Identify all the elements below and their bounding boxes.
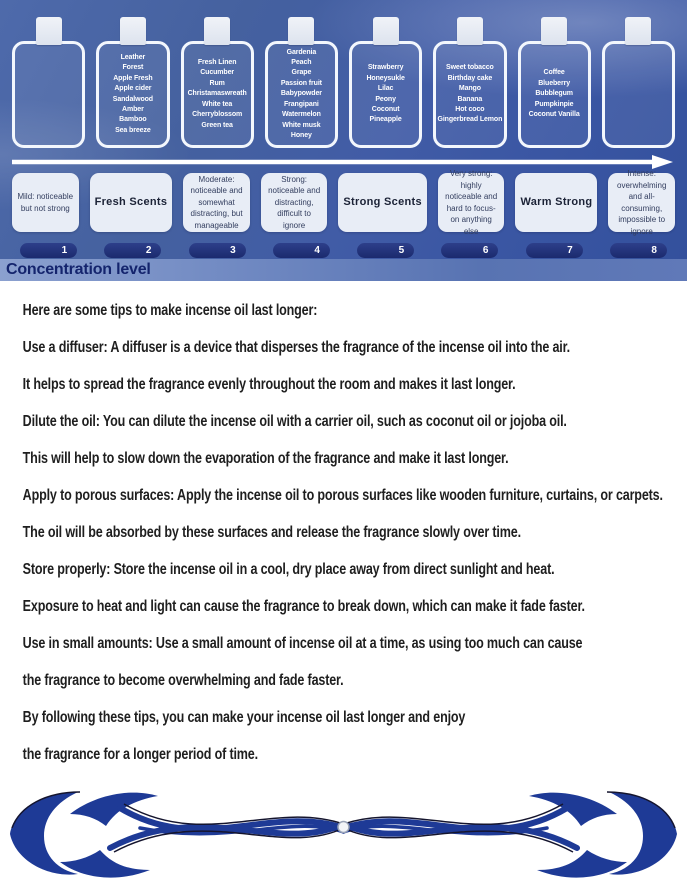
pill-cell (181, 243, 254, 258)
pill-cell (433, 243, 506, 258)
level-number-pill: 7 (526, 243, 583, 258)
level-box: Strong Scents (338, 173, 426, 232)
caption-strip (0, 259, 687, 281)
bottle-body (96, 41, 169, 148)
incense-bottle (96, 17, 169, 148)
bottle-cap-icon (625, 17, 651, 45)
pill-cell (265, 243, 338, 258)
bottle-cap-icon (457, 17, 483, 45)
scent-name: Frangipani (283, 100, 319, 108)
level-number-pill: 8 (610, 243, 667, 258)
scent-name: Peony (375, 95, 396, 103)
tip-line: Use in small amounts: Use a small amount of incense oil at a time, as using too much can cause (22, 635, 583, 652)
bottle-body (349, 41, 422, 148)
scent-name: Sweet tobacco (446, 64, 494, 72)
scent-name: Hot coco (455, 105, 485, 113)
bottle-body (265, 41, 338, 148)
tip-line: Here are some tips to make incense oil last longer: (22, 302, 318, 319)
scent-name: Passion fruit (280, 79, 322, 87)
concentration-level-label: Concentration level (6, 261, 151, 278)
scent-name: Cucumber (200, 69, 235, 77)
scent-name: Honey (290, 131, 312, 139)
incense-bottle (265, 17, 338, 148)
scent-name: Bamboo (119, 116, 147, 124)
level-box: Mild: noticeable but not strong (12, 173, 79, 232)
scent-name: Sandalwood (112, 95, 153, 103)
level-box: Strong: noticeable and distracting, difficult to ignore (261, 173, 328, 232)
tip-line: Exposure to heat and light can cause the fragrance to break down, which can make it fade faster. (22, 598, 585, 615)
level-row (0, 169, 687, 236)
level-number-pill: 4 (273, 243, 330, 258)
scent-name: Coconut (371, 105, 400, 113)
scent-name: Gardenia (286, 48, 317, 56)
tips-section (0, 281, 687, 763)
scent-list (188, 58, 247, 131)
scent-name: Blueberry (538, 79, 570, 87)
scent-name: Christamaswreath (187, 90, 247, 98)
level-number-pill: 5 (357, 243, 414, 258)
incense-bottle (181, 17, 254, 148)
pill-cell (96, 243, 169, 258)
scent-list (437, 63, 502, 125)
incense-bottle (349, 17, 422, 148)
scent-name: Amber (122, 105, 144, 113)
incense-bottle (602, 17, 675, 148)
tip-line: This will help to slow down the evaporation of the fragrance and make it last longer. (22, 450, 509, 467)
scent-name: Coconut Vanilla (528, 111, 580, 119)
tribal-divider-icon (0, 784, 687, 878)
tip-line: It helps to spread the fragrance evenly throughout the room and makes it last longer. (22, 376, 516, 393)
tip-line: Store properly: Store the incense oil in a cool, dry place away from direct sunlight and heat. (22, 561, 555, 578)
bottle-cap-icon (120, 17, 146, 45)
bottle-body (602, 41, 675, 148)
tip-line: Use a diffuser: A diffuser is a device that disperses the fragrance of the incense oil into the air. (22, 339, 570, 356)
scent-name: White tea (202, 100, 233, 108)
scent-name: Banana (457, 95, 483, 103)
scent-name: White musk (282, 121, 321, 129)
level-number-pill: 3 (189, 243, 246, 258)
scent-banner (0, 0, 687, 281)
pill-cell (12, 243, 85, 258)
footer-flourish (0, 784, 687, 878)
scent-name: Apple Fresh (113, 74, 153, 82)
incense-bottle (518, 17, 591, 148)
scent-name: Gingerbread Lemon (437, 116, 503, 124)
scent-list (113, 53, 153, 136)
scent-name: Bubblegum (535, 90, 573, 98)
bottle-cap-icon (541, 17, 567, 45)
scent-name: Honeysukle (366, 74, 405, 82)
scent-name: Apple cider (114, 85, 152, 93)
bottle-cap-icon (204, 17, 230, 45)
tip-line: By following these tips, you can make your incense oil last longer and enjoy (22, 709, 466, 726)
scent-list (366, 63, 404, 125)
level-number-pill: 6 (441, 243, 498, 258)
level-number-pill: 1 (20, 243, 77, 258)
scent-list (529, 68, 580, 120)
scent-name: Lilac (377, 85, 394, 93)
bottle-cap-icon (36, 17, 62, 45)
scent-name: Green tea (201, 121, 233, 129)
scent-name: Pumpkinpie (534, 100, 574, 108)
tip-line: the fragrance to become overwhelming and fade faster. (22, 672, 344, 689)
scent-name: Strawberry (367, 64, 404, 72)
scent-name: Rum (209, 79, 225, 87)
bottle-body (181, 41, 254, 148)
scent-list (281, 48, 322, 142)
pill-cell (349, 243, 422, 258)
pill-cell (602, 243, 675, 258)
tip-line: The oil will be absorbed by these surfaces and release the fragrance slowly over time. (22, 524, 521, 541)
incense-bottle (433, 17, 506, 148)
bottle-body (12, 41, 85, 148)
bottle-body (518, 41, 591, 148)
scent-name: Sea breeze (115, 126, 151, 134)
bottle-body (433, 41, 506, 148)
scent-name: Cherryblossom (192, 111, 243, 119)
scent-name: Mango (458, 85, 481, 93)
arrow-row (12, 154, 675, 170)
bottle-cap-icon (288, 17, 314, 45)
level-box: Warm Strong (515, 173, 597, 232)
scent-name: Watermelon (281, 111, 321, 119)
scent-name: Coffee (543, 69, 565, 77)
bottle-cap-icon (373, 17, 399, 45)
arrow-right-icon (12, 154, 675, 170)
bottle-row (0, 17, 687, 148)
pill-row (0, 243, 687, 258)
level-box: Fresh Scents (90, 173, 173, 232)
scent-name: Babypowder (280, 90, 322, 98)
tip-line: the fragrance for a longer period of time. (22, 746, 258, 763)
level-box: Moderate: noticeable and somewhat distracting, but manageable (183, 173, 250, 232)
scent-name: Grape (291, 69, 312, 77)
level-number-pill: 2 (104, 243, 161, 258)
incense-bottle (12, 17, 85, 148)
tips-text (0, 281, 687, 763)
scent-name: Forest (122, 64, 144, 72)
scent-name: Leather (120, 53, 146, 61)
pill-cell (518, 243, 591, 258)
scent-name: Fresh Linen (197, 59, 237, 67)
level-box: Intense: overwhelming and all-consuming, impossible to ignore (608, 173, 675, 232)
scent-name: Pineapple (369, 116, 402, 124)
tip-line: Apply to porous surfaces: Apply the incense oil to porous surfaces like wooden furniture, curtains, or carpets. (22, 487, 663, 504)
scent-name: Peach (291, 59, 312, 67)
tip-line: Dilute the oil: You can dilute the incense oil with a carrier oil, such as coconut oil or jojoba oil. (22, 413, 567, 430)
level-box: Very strong: highly noticeable and hard to focus- on anything else (438, 173, 505, 232)
scent-name: Birthday cake (447, 74, 493, 82)
